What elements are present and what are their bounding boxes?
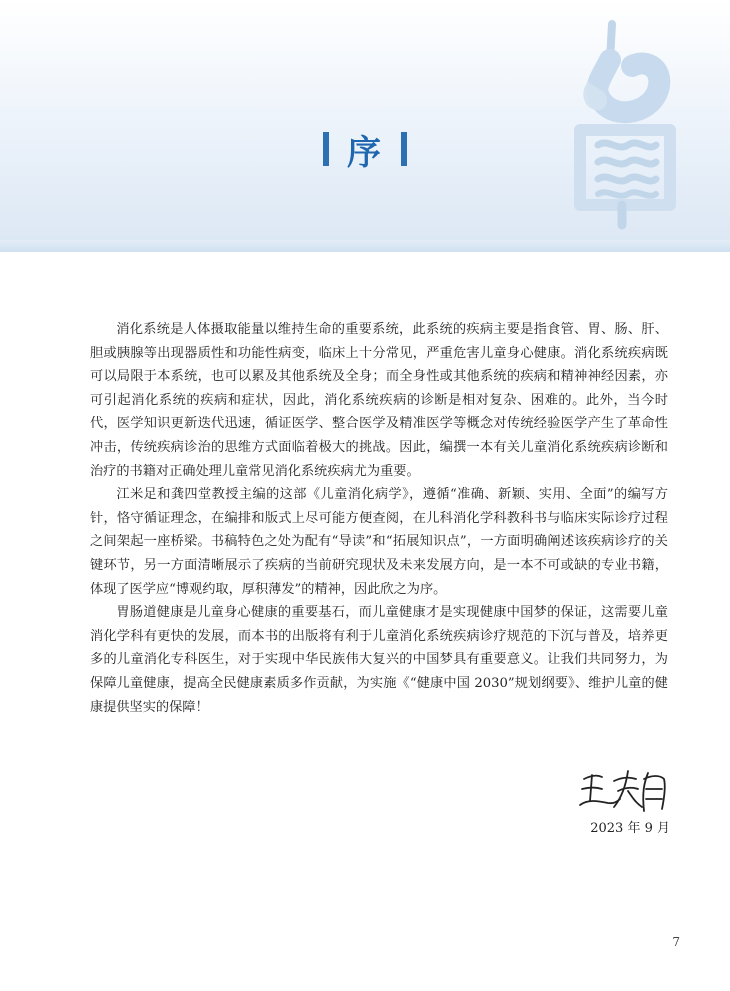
paragraph: 江米足和龚四堂教授主编的这部《儿童消化病学》，遵循“准确、新颖、实用、全面”的编写方针，恪守循证理念，在编排和版式上尽可能方便查阅，在儿科消化学科教科书与临床实际诊疗过程之间架起一座桥梁。书稿特色之处为配有“导读”和“拓展知识点”，一方面明确阐述该疾病诊疗的关键环节，另一方面清晰展示了疾病的当前研究现状及未来发展方向，是一本不可或缺的专业书籍，体现了医学应“博观约取，厚积薄发”的精神，因此欣之为序。 — [90, 487, 668, 597]
date: 2023 年 9 月 — [590, 821, 670, 836]
title-right-bar — [401, 132, 407, 166]
title-text: 序 — [347, 132, 383, 173]
paragraph: 消化系统是人体摄取能量以维持生命的重要系统，此系统的疾病主要是指食管、胃、肠、肝、胆或胰腺等出现器质性和功能性病变，临床上十分常见，严重危害儿童身心健康。消化系统疾病既可以局限于本系统，也可以累及其他系统及全身；而全身性或其他系统的疾病和精神神经因素，亦可引起消化系统的疾病和症状，因此，消化系统疾病的诊断是相对复杂、困难的。此外，当今时代，医学知识更新迭代迅速，循证医学、整合医学及精准医学等概念对传统经验医学产生了革命性冲击，传统疾病诊治的思维方式面临着极大的挑战。因此，编撰一本有关儿童消化系统疾病诊断和治疗的书籍对正确处理儿童常见消化系统疾病尤为重要。 — [90, 322, 668, 479]
paragraph: 胃肠道健康是儿童身心健康的重要基石，而儿童健康才是实现健康中国梦的保证，这需要儿童消化学科有更快的发展，而本书的出版将有利于儿童消化系统疾病诊疗规范的下沉与普及，培养更多的儿童消化专科医生，对于实现中华民族伟大复兴的中国梦具有重要意义。让我们共同努力，为保障儿童健康，提高全民健康素质多作贡献，为实施《“健康中国 2030”规划纲要》、维护儿童的健康提供坚实的保障！ — [90, 605, 668, 715]
page-number: 7 — [672, 935, 680, 949]
preface-body — [90, 318, 668, 719]
handwritten-signature — [578, 765, 670, 815]
header-divider — [0, 240, 730, 252]
title-left-bar — [323, 132, 329, 166]
page-title — [0, 124, 730, 174]
